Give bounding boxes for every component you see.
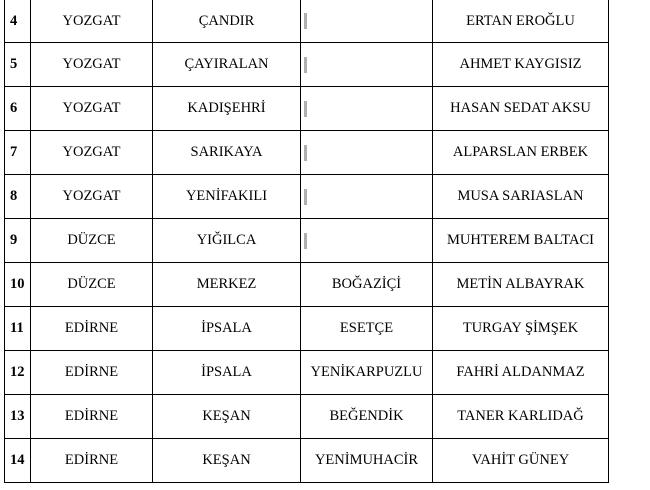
person-name-cell: FAHRİ ALDANMAZ bbox=[433, 351, 609, 395]
district-cell: İPSALA bbox=[153, 307, 301, 351]
province-cell: YOZGAT bbox=[31, 43, 153, 87]
empty-cell-marker bbox=[304, 145, 307, 161]
village-cell bbox=[301, 175, 433, 219]
village-cell: YENİMUHACİR bbox=[301, 439, 433, 483]
district-cell: YENİFAKILI bbox=[153, 175, 301, 219]
village-cell: ESETÇE bbox=[301, 307, 433, 351]
person-name-cell: MUSA SARIASLAN bbox=[433, 175, 609, 219]
person-name-cell: TURGAY ŞİMŞEK bbox=[433, 307, 609, 351]
district-cell: ÇANDIR bbox=[153, 0, 301, 43]
district-cell: SARIKAYA bbox=[153, 131, 301, 175]
district-cell: KEŞAN bbox=[153, 439, 301, 483]
village-cell bbox=[301, 43, 433, 87]
table-row bbox=[5, 0, 609, 43]
table-row bbox=[5, 175, 609, 219]
district-cell: KADIŞEHRİ bbox=[153, 87, 301, 131]
village-cell: BEĞENDİK bbox=[301, 395, 433, 439]
village-cell: YENİKARPUZLU bbox=[301, 351, 433, 395]
row-number: 7 bbox=[5, 131, 31, 175]
row-number: 10 bbox=[5, 263, 31, 307]
district-cell: YIĞILCA bbox=[153, 219, 301, 263]
table-row bbox=[5, 219, 609, 263]
district-cell: İPSALA bbox=[153, 351, 301, 395]
person-name-cell: AHMET KAYGISIZ bbox=[433, 43, 609, 87]
province-cell: DÜZCE bbox=[31, 263, 153, 307]
table-row bbox=[5, 43, 609, 87]
table-row bbox=[5, 351, 609, 395]
table-row bbox=[5, 307, 609, 351]
person-name-cell: ALPARSLAN ERBEK bbox=[433, 131, 609, 175]
row-number: 12 bbox=[5, 351, 31, 395]
village-cell: BOĞAZİÇİ bbox=[301, 263, 433, 307]
table-row bbox=[5, 263, 609, 307]
row-number: 14 bbox=[5, 439, 31, 483]
table-row bbox=[5, 87, 609, 131]
empty-cell-marker bbox=[304, 189, 307, 205]
province-cell: EDİRNE bbox=[31, 395, 153, 439]
row-number: 4 bbox=[5, 0, 31, 43]
province-cell: EDİRNE bbox=[31, 351, 153, 395]
district-cell: KEŞAN bbox=[153, 395, 301, 439]
person-name-cell: MUHTEREM BALTACI bbox=[433, 219, 609, 263]
province-cell: DÜZCE bbox=[31, 219, 153, 263]
row-number: 8 bbox=[5, 175, 31, 219]
village-cell bbox=[301, 131, 433, 175]
empty-cell-marker bbox=[304, 13, 307, 29]
row-number: 11 bbox=[5, 307, 31, 351]
person-name-cell: ERTAN EROĞLU bbox=[433, 0, 609, 43]
province-cell: EDİRNE bbox=[31, 439, 153, 483]
table-row bbox=[5, 131, 609, 175]
row-number: 13 bbox=[5, 395, 31, 439]
province-cell: EDİRNE bbox=[31, 307, 153, 351]
province-cell: YOZGAT bbox=[31, 131, 153, 175]
village-cell bbox=[301, 219, 433, 263]
table-row bbox=[5, 439, 609, 483]
table-row bbox=[5, 395, 609, 439]
district-cell: ÇAYIRALAN bbox=[153, 43, 301, 87]
empty-cell-marker bbox=[304, 233, 307, 249]
province-cell: YOZGAT bbox=[31, 0, 153, 43]
person-name-cell: VAHİT GÜNEY bbox=[433, 439, 609, 483]
row-number: 9 bbox=[5, 219, 31, 263]
district-cell: MERKEZ bbox=[153, 263, 301, 307]
village-cell bbox=[301, 0, 433, 43]
table-body bbox=[5, 0, 609, 483]
village-cell bbox=[301, 87, 433, 131]
empty-cell-marker bbox=[304, 101, 307, 117]
empty-cell-marker bbox=[304, 57, 307, 73]
person-name-cell: METİN ALBAYRAK bbox=[433, 263, 609, 307]
province-cell: YOZGAT bbox=[31, 175, 153, 219]
province-cell: YOZGAT bbox=[31, 87, 153, 131]
person-name-cell: HASAN SEDAT AKSU bbox=[433, 87, 609, 131]
officials-table bbox=[4, 0, 609, 483]
row-number: 5 bbox=[5, 43, 31, 87]
row-number: 6 bbox=[5, 87, 31, 131]
person-name-cell: TANER KARLIDAĞ bbox=[433, 395, 609, 439]
